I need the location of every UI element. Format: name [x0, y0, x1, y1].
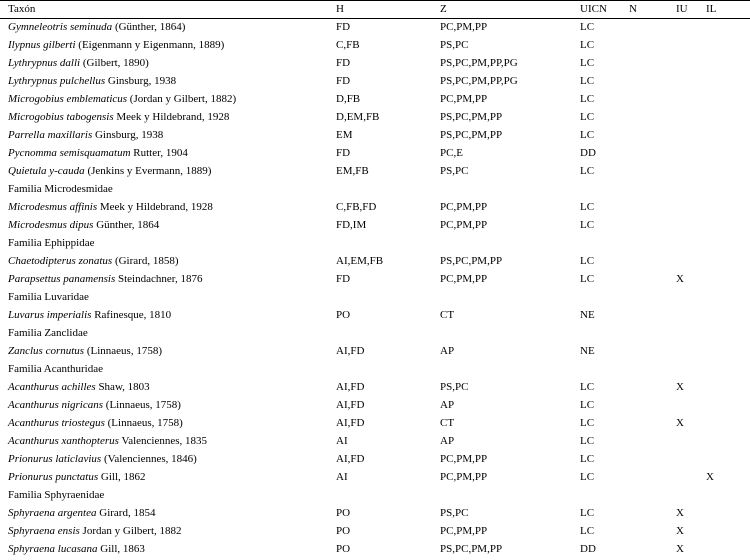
- species-name: Sphyraena lucasana: [8, 543, 98, 555]
- taxon-cell: [8, 505, 155, 522]
- family-row: [0, 235, 750, 253]
- species-author: (Linnaeus, 1758): [104, 417, 183, 429]
- species-author: Meek y Hildebrand, 1928: [113, 111, 230, 123]
- taxon-cell: [8, 451, 197, 468]
- taxon-cell: [8, 73, 176, 90]
- header-z: Z: [440, 3, 447, 15]
- zone-cell: PS,PC,PM,PP: [440, 543, 503, 555]
- iu-cell: X: [676, 417, 684, 429]
- header-iu: IU: [676, 3, 688, 15]
- zone-cell: PC,PM,PP: [440, 219, 488, 231]
- uicn-cell: LC: [580, 39, 595, 51]
- species-author: Gill, 1862: [98, 471, 146, 483]
- habitat-cell: C,FB,FD: [336, 201, 377, 213]
- zone-cell: PC,PM,PP: [440, 93, 488, 105]
- taxon-cell: [8, 433, 207, 450]
- species-author: (Girard, 1858): [112, 255, 179, 267]
- species-name: Sphyraena argentea: [8, 507, 97, 519]
- family-row: [0, 325, 750, 343]
- taxon-cell: [8, 415, 183, 432]
- species-name: Gymneleotris seminuda: [8, 21, 113, 33]
- uicn-cell: NE: [580, 309, 595, 321]
- taxon-cell: [8, 253, 179, 270]
- uicn-cell: LC: [580, 111, 595, 123]
- taxon-cell: [8, 37, 224, 54]
- species-author: Gill, 1863: [97, 543, 145, 555]
- uicn-cell: NE: [580, 345, 595, 357]
- header-h: H: [336, 3, 344, 15]
- uicn-cell: LC: [580, 417, 595, 429]
- table-row: [0, 199, 750, 217]
- habitat-cell: AI,EM,FB: [336, 255, 384, 267]
- taxon-cell: [8, 91, 236, 108]
- uicn-cell: LC: [580, 75, 595, 87]
- table-row: [0, 505, 750, 523]
- family-row: [0, 289, 750, 307]
- uicn-cell: LC: [580, 129, 595, 141]
- uicn-cell: LC: [580, 435, 595, 447]
- table-row: [0, 271, 750, 289]
- species-name: Lythrypnus dalli: [8, 57, 81, 69]
- table-row: [0, 379, 750, 397]
- family-label: Familia Ephippidae: [8, 237, 95, 249]
- table-row: [0, 523, 750, 541]
- species-name: Acanthurus achilles: [8, 381, 96, 393]
- iu-cell: X: [676, 525, 684, 537]
- zone-cell: CT: [440, 417, 455, 429]
- table-row: [0, 217, 750, 235]
- header-n: N: [629, 3, 637, 15]
- zone-cell: AP: [440, 399, 455, 411]
- family-row: [0, 487, 750, 505]
- taxon-cell: [8, 19, 185, 36]
- habitat-cell: FD,IM: [336, 219, 367, 231]
- zone-cell: PS,PC,PM,PP,PG: [440, 57, 518, 69]
- habitat-cell: FD: [336, 21, 351, 33]
- habitat-cell: AI,FD: [336, 381, 365, 393]
- habitat-cell: PO: [336, 543, 351, 555]
- species-author: (Jenkins y Evermann, 1889): [84, 165, 212, 177]
- table-row: [0, 37, 750, 55]
- iu-cell: X: [676, 273, 684, 285]
- species-author: Rafinesque, 1810: [91, 309, 172, 321]
- habitat-cell: EM: [336, 129, 353, 141]
- family-label: Familia Acanthuridae: [8, 363, 103, 375]
- taxon-cell: [8, 217, 159, 234]
- habitat-cell: PO: [336, 507, 351, 519]
- zone-cell: PS,PC: [440, 507, 469, 519]
- uicn-cell: LC: [580, 507, 595, 519]
- family-label: Familia Sphyraenidae: [8, 489, 105, 501]
- species-name: Chaetodipterus zonatus: [8, 255, 113, 267]
- iu-cell: X: [676, 543, 684, 555]
- taxon-cell: [8, 379, 150, 396]
- zone-cell: PS,PC: [440, 39, 469, 51]
- header-uicn: UICN: [580, 3, 607, 15]
- table-row: [0, 253, 750, 271]
- taxon-cell: [8, 55, 149, 72]
- table-row: [0, 19, 750, 37]
- habitat-cell: FD: [336, 147, 351, 159]
- uicn-cell: LC: [580, 273, 595, 285]
- habitat-cell: PO: [336, 525, 351, 537]
- taxon-cell: [8, 541, 145, 558]
- taxon-cell: [8, 523, 182, 540]
- zone-cell: PC,PM,PP: [440, 453, 488, 465]
- habitat-cell: PO: [336, 309, 351, 321]
- habitat-cell: AI,FD: [336, 453, 365, 465]
- habitat-cell: D,FB: [336, 93, 361, 105]
- species-name: Microdesmus affinis: [8, 201, 98, 213]
- species-name: Lythrypnus pulchellus: [8, 75, 106, 87]
- zone-cell: PS,PC: [440, 165, 469, 177]
- uicn-cell: LC: [580, 399, 595, 411]
- zone-cell: PC,PM,PP: [440, 471, 488, 483]
- uicn-cell: LC: [580, 453, 595, 465]
- taxon-cell: [8, 343, 162, 360]
- habitat-cell: C,FB: [336, 39, 360, 51]
- zone-cell: PC,PM,PP: [440, 273, 488, 285]
- species-name: Parapsettus panamensis: [8, 273, 116, 285]
- uicn-cell: LC: [580, 255, 595, 267]
- species-name: Microdesmus dipus: [8, 219, 94, 231]
- zone-cell: PC,PM,PP: [440, 201, 488, 213]
- species-author: Ginsburg, 1938: [105, 75, 177, 87]
- taxon-cell: [8, 469, 146, 486]
- uicn-cell: DD: [580, 543, 596, 555]
- species-author: Ginsburg, 1938: [92, 129, 164, 141]
- species-name: Microgobius emblematicus: [8, 93, 128, 105]
- taxon-cell: [8, 271, 202, 288]
- species-author: Günther, 1864: [93, 219, 160, 231]
- table-row: [0, 163, 750, 181]
- species-author: Steindachner, 1876: [115, 273, 203, 285]
- table-row: [0, 91, 750, 109]
- species-name: Prionurus laticlavius: [8, 453, 102, 465]
- uicn-cell: LC: [580, 471, 595, 483]
- species-name: Prionurus punctatus: [8, 471, 99, 483]
- uicn-cell: LC: [580, 201, 595, 213]
- species-name: Pycnomma semisquamatum: [8, 147, 131, 159]
- table-row: [0, 433, 750, 451]
- species-author: Shaw, 1803: [95, 381, 150, 393]
- species-author: (Jordan y Gilbert, 1882): [127, 93, 237, 105]
- species-author: (Günther, 1864): [112, 21, 186, 33]
- table-row: [0, 145, 750, 163]
- uicn-cell: LC: [580, 93, 595, 105]
- habitat-cell: AI,FD: [336, 399, 365, 411]
- species-author: (Linnaeus, 1758): [84, 345, 162, 357]
- taxon-cell: [8, 109, 229, 126]
- uicn-cell: LC: [580, 219, 595, 231]
- uicn-cell: DD: [580, 147, 596, 159]
- table-row: [0, 397, 750, 415]
- zone-cell: PS,PC: [440, 381, 469, 393]
- habitat-cell: D,EM,FB: [336, 111, 380, 123]
- table-row: [0, 415, 750, 433]
- species-author: Jordan y Gilbert, 1882: [79, 525, 182, 537]
- uicn-cell: LC: [580, 57, 595, 69]
- taxon-cell: [8, 145, 188, 162]
- species-name: Luvarus imperialis: [8, 309, 92, 321]
- habitat-cell: FD: [336, 273, 351, 285]
- table-row: [0, 343, 750, 361]
- iu-cell: X: [676, 381, 684, 393]
- habitat-cell: AI,FD: [336, 417, 365, 429]
- species-name: Acanthurus nigricans: [8, 399, 104, 411]
- habitat-cell: EM,FB: [336, 165, 369, 177]
- zone-cell: PS,PC,PM,PP: [440, 111, 503, 123]
- species-name: Acanthurus xanthopterus: [8, 435, 119, 447]
- zone-cell: PC,PM,PP: [440, 525, 488, 537]
- species-author: (Linnaeus, 1758): [103, 399, 181, 411]
- taxon-cell: [8, 127, 163, 144]
- zone-cell: AP: [440, 435, 455, 447]
- family-label: Familia Luvaridae: [8, 291, 89, 303]
- habitat-cell: FD: [336, 75, 351, 87]
- habitat-cell: FD: [336, 57, 351, 69]
- table-row: [0, 541, 750, 559]
- table-body: [0, 19, 750, 559]
- species-author: (Valenciennes, 1846): [101, 453, 197, 465]
- taxon-cell: [8, 199, 213, 216]
- table-row: [0, 469, 750, 487]
- species-author: Rutter, 1904: [130, 147, 188, 159]
- zone-cell: PS,PC,PM,PP: [440, 129, 503, 141]
- species-author: (Eigenmann y Eigenmann, 1889): [75, 39, 225, 51]
- species-name: Sphyraena ensis: [8, 525, 80, 537]
- family-label: Familia Microdesmidae: [8, 183, 113, 195]
- table-row: [0, 127, 750, 145]
- header-taxon: Taxón: [8, 3, 36, 15]
- species-author: Valenciennes, 1835: [118, 435, 208, 447]
- habitat-cell: AI: [336, 471, 348, 483]
- uicn-cell: LC: [580, 381, 595, 393]
- species-name: Microgobius tabogensis: [8, 111, 114, 123]
- zone-cell: PC,E: [440, 147, 463, 159]
- table-row: [0, 109, 750, 127]
- iu-cell: X: [676, 507, 684, 519]
- habitat-cell: AI,FD: [336, 345, 365, 357]
- species-author: Meek y Hildebrand, 1928: [97, 201, 213, 213]
- table-row: [0, 307, 750, 325]
- uicn-cell: LC: [580, 21, 595, 33]
- header-il: IL: [706, 3, 717, 15]
- taxon-cell: [8, 307, 171, 324]
- species-name: Quietula y-cauda: [8, 165, 85, 177]
- uicn-cell: LC: [580, 525, 595, 537]
- uicn-cell: LC: [580, 165, 595, 177]
- species-author: (Gilbert, 1890): [80, 57, 149, 69]
- species-author: Girard, 1854: [96, 507, 156, 519]
- zone-cell: CT: [440, 309, 455, 321]
- table-row: [0, 451, 750, 469]
- family-row: [0, 181, 750, 199]
- species-name: Parrella maxillaris: [8, 129, 93, 141]
- family-label: Familia Zanclidae: [8, 327, 88, 339]
- table-row: [0, 73, 750, 91]
- species-name: Ilypnus gilberti: [8, 39, 76, 51]
- family-row: [0, 361, 750, 379]
- taxon-cell: [8, 163, 211, 180]
- species-name: Zanclus cornutus: [8, 345, 85, 357]
- taxon-cell: [8, 397, 181, 414]
- zone-cell: AP: [440, 345, 455, 357]
- zone-cell: PC,PM,PP: [440, 21, 488, 33]
- table-header: [0, 0, 750, 19]
- zone-cell: PS,PC,PM,PP: [440, 255, 503, 267]
- table-row: [0, 55, 750, 73]
- zone-cell: PS,PC,PM,PP,PG: [440, 75, 518, 87]
- il-cell: X: [706, 471, 714, 483]
- habitat-cell: AI: [336, 435, 348, 447]
- species-name: Acanthurus triostegus: [8, 417, 105, 429]
